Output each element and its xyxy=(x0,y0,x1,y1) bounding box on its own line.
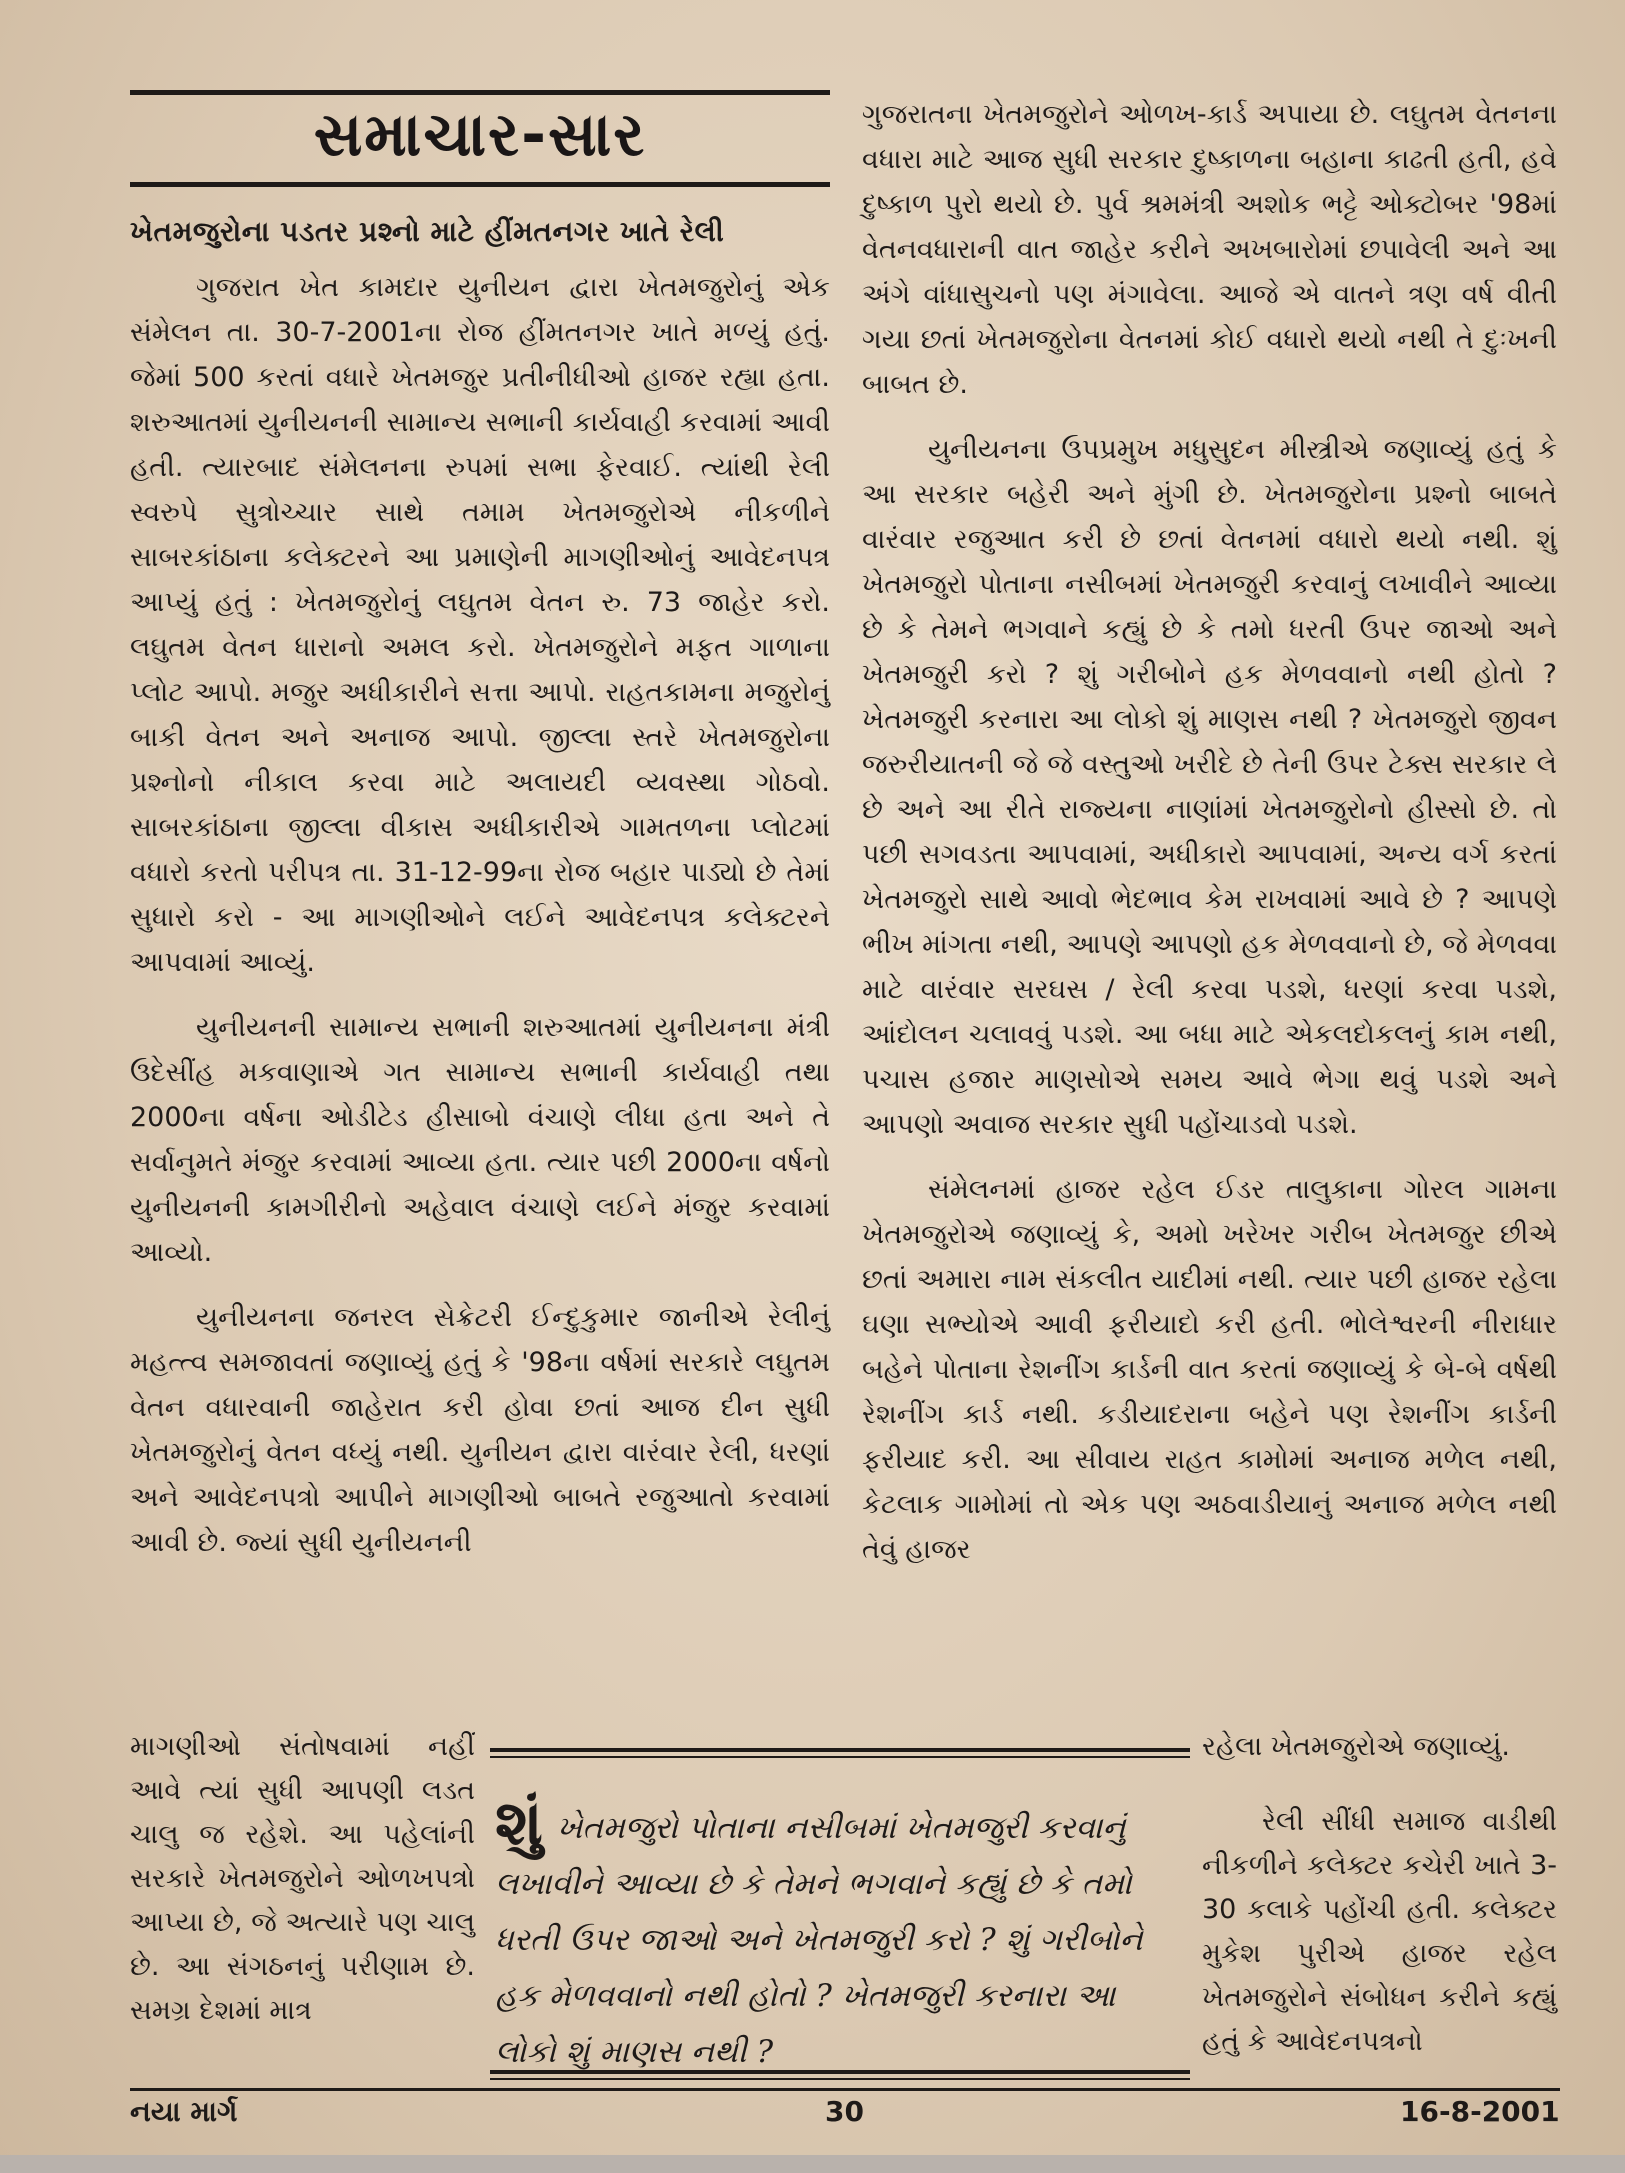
right-paragraph-3-continued: રહેલા ખેતમજુરોએ જણાવ્યું. xyxy=(1202,1731,1511,1762)
left-paragraph-2: યુનીયનની સામાન્ય સભાની શરુઆતમાં યુનીયનના મંત્રી ઉદેસીંહ મકવાણાએ ગત સામાન્ય સભાની કાર્યવાહી તથા 2000ના વર્ષના ઓડીટેડ હીસાબો વંચાણે લીધા હતા અને તે સર્વાનુમતે મંજુર કરવામાં આવ્યા હતા. ત્યાર પછી 2000ના વર્ષનો યુનીયનની કામગીરીનો અહેવાલ વંચાણે લઈને મંજુર કરવામાં આવ્યો. xyxy=(130,1012,830,1268)
pullquote-top-rule-1 xyxy=(490,1748,1190,1752)
left-paragraph-3: યુનીયનના જનરલ સેક્રેટરી ઈન્દુકુમાર જાનીએ રેલીનું મહત્ત્વ સમજાવતાં જણાવ્યું હતું કે '98ના વર્ષમાં સરકારે લઘુતમ વેતન વધારવાની જાહેરાત કરી હોવા છતાં આજ દીન સુધી ખેતમજુરોનું વેતન વધ્યું નથી. યુનીયન દ્વારા વારંવાર રેલી, ધરણાં અને આવેદનપત્રો આપીને માગણીઓ બાબતે રજુઆતો કરવામાં આવી છે. જ્યાં સુધી યુનીયનની xyxy=(130,1302,830,1558)
right-paragraph-1: ગુજરાતના ખેતમજુરોને ઓળખ-કાર્ડ અપાયા છે. લઘુતમ વેતનના વધારા માટે આજ સુધી સરકાર દુષ્કાળના બહાના કાઢતી હતી, હવે દુષ્કાળ પુરો થયો છે. પુર્વ શ્રમમંત્રી અશોક ભટ્ટે ઓક્ટોબર '98માં વેતનવધારાની વાત જાહેર કરીને અખબારોમાં છપાવેલી અને આ અંગે વાંધાસુચનો પણ મંગાવેલા. આજે એ વાતને ત્રણ વર્ષ વીતી ગયા છતાં ખેતમજુરોના વેતનમાં કોઈ વધારો થયો નથી તે દુઃખની બાબત છે. xyxy=(862,99,1557,400)
pullquote-top-rule-2 xyxy=(490,1756,1190,1758)
title-top-rule xyxy=(130,90,830,95)
right-paragraph-4: રેલી સીંધી સમાજ વાડીથી નીકળીને કલેક્ટર કચેરી ખાતે 3-30 કલાકે પહોંચી હતી. કલેક્ટર મુકેશ પુરીએ હાજર રહેલ ખેતમજુરોને સંબોધન કરીને કહ્યું હતું કે આવેદનપત્રનો xyxy=(1202,1806,1557,2057)
issue-date: 16-8-2001 xyxy=(1400,2095,1560,2128)
scan-border xyxy=(0,2155,1625,2173)
pull-quote-lead: શું xyxy=(495,1786,543,1859)
page-number: 30 xyxy=(825,2095,864,2128)
title-bottom-rule xyxy=(130,182,830,187)
pull-quote xyxy=(495,1786,1185,2080)
right-narrow-column xyxy=(1202,1800,1557,2064)
publication-name: નયા માર્ગ xyxy=(130,2095,238,2128)
article-headline: ખેતમજુરોના પડતર પ્રશ્નો માટે હીંમતનગર ખાતે રેલી xyxy=(130,215,725,248)
section-title: સમાચાર-સાર xyxy=(313,100,647,170)
left-column xyxy=(130,265,830,1565)
right-paragraph-3: સંમેલનમાં હાજર રહેલ ઈડર તાલુકાના ગોરલ ગામના ખેતમજુરોએ જણાવ્યું કે, અમો ખરેખર ગરીબ ખેતમજુર છીએ છતાં અમારા નામ સંકલીત યાદીમાં નથી. ત્યાર પછી હાજર રહેલા ઘણા સભ્યોએ આવી ફરીયાદો કરી હતી. ભોલેશ્વરની નીરાધાર બહેને પોતાના રેશનીંગ કાર્ડની વાત કરતાં જણાવ્યું કે બે-બે વર્ષથી રેશનીંગ કાર્ડ નથી. કડીયાદરાના બહેને પણ રેશનીંગ કાર્ડની ફરીયાદ કરી. આ સીવાય રાહત કામોમાં અનાજ મળેલ નથી, કેટલાક ગામોમાં તો એક પણ અઠવાડીયાનું અનાજ મળેલ નથી તેવું હાજર xyxy=(862,1174,1557,1565)
left-paragraph-1: ગુજરાત ખેત કામદાર યુનીયન દ્વારા ખેતમજુરોનું એક સંમેલન તા. 30-7-2001ના રોજ હીંમતનગર ખાતે મળ્યું હતું. જેમાં 500 કરતાં વધારે ખેતમજુર પ્રતીનીધીઓ હાજર રહ્યા હતા. શરુઆતમાં યુનીયનની સામાન્ય સભાની કાર્યવાહી કરવામાં આવી હતી. ત્યારબાદ સંમેલનના રુપમાં સભા ફેરવાઈ. ત્યાંથી રેલી સ્વરુપે સુત્રોચ્ચાર સાથે તમામ ખેતમજુરોએ નીકળીને સાબરકાંઠાના કલેક્ટરને આ પ્રમાણેની માગણીઓનું આવેદનપત્ર આપ્યું હતું : ખેતમજુરોનું લઘુતમ વેતન રુ. 73 જાહેર કરો. લઘુતમ વેતન ધારાનો અમલ કરો. ખેતમજુરોને મફત ગાળાના પ્લોટ આપો. મજુર અધીકારીને સત્તા આપો. રાહતકામના મજુરોનું બાકી વેતન અને અનાજ આપો. જીલ્લા સ્તરે ખેતમજુરોના પ્રશ્નોનો નીકાલ કરવા માટે અલાયદી વ્યવસ્થા ગોઠવો. સાબરકાંઠાના જીલ્લા વીકાસ અધીકારીએ ગામતળના પ્લોટમાં વધારો કરતો પરીપત્ર તા. 31-12-99ના રોજ બહાર પાડ્યો છે તેમાં સુધારો કરો - આ માગણીઓને લઈને આવેદનપત્ર કલેક્ટરને આપવામાં આવ્યું. xyxy=(130,272,830,978)
right-column xyxy=(862,92,1557,1572)
left-narrow-column xyxy=(130,1725,475,2033)
footer-rule xyxy=(130,2088,1560,2091)
left-paragraph-3-continued: માગણીઓ સંતોષવામાં નહીં આવે ત્યાં સુધી આપણી લડત ચાલુ જ રહેશે. આ પહેલાંની સરકારે ખેતમજુરોને ઓળખપત્રો આપ્યા છે, જે અત્યારે પણ ચાલુ છે. આ સંગઠનનું પરીણામ છે. સમગ્ર દેશમાં માત્ર xyxy=(130,1731,475,2026)
right-paragraph-2: યુનીયનના ઉપપ્રમુખ મધુસુદન મીસ્ત્રીએ જણાવ્યું હતું કે આ સરકાર બહેરી અને મુંગી છે. ખેતમજુરોના પ્રશ્નો બાબતે વારંવાર રજુઆત કરી છે છતાં વેતનમાં વધારો થયો નથી. શું ખેતમજુરો પોતાના નસીબમાં ખેતમજુરી કરવાનું લખાવીને આવ્યા છે કે તેમને ભગવાને કહ્યું છે કે તમો ધરતી ઉપર જાઓ અને ખેતમજુરી કરો ? શું ગરીબોને હક મેળવવાનો નથી હોતો ? ખેતમજુરી કરનારા આ લોકો શું માણસ નથી ? ખેતમજુરો જીવન જરુરીયાતની જે જે વસ્તુઓ ખરીદે છે તેની ઉપર ટેક્સ સરકાર લે છે અને આ રીતે રાજ્યના નાણાંમાં ખેતમજુરોનો હીસ્સો છે. તો પછી સગવડતા આપવામાં, અધીકારો આપવામાં, અન્ય વર્ગ કરતાં ખેતમજુરો સાથે આવો ભેદભાવ કેમ રાખવામાં આવે છે ? આપણે ભીખ માંગતા નથી, આપણે આપણો હક મેળવવાનો છે, જે મેળવવા માટે વારંવાર સરઘસ / રેલી કરવા પડશે, ધરણાં કરવા પડશે, આંદોલન ચલાવવું પડશે. આ બધા માટે એકલદોકલનું કામ નથી, પચાસ હજાર માણસોએ સમય આવે ભેગા થવું પડશે અને આપણો અવાજ સરકાર સુધી પહોંચાડવો પડશે. xyxy=(862,434,1557,1140)
pull-quote-text: ખેતમજુરો પોતાના નસીબમાં ખેતમજુરી કરવાનું લખાવીને આવ્યા છે કે તેમને ભગવાને કહ્યું છે કે તમો ધરતી ઉપર જાઓ અને ખેતમજુરી કરો ? શું ગરીબોને હક મેળવવાનો નથી હોતો ? ખેતમજુરી કરનારા આ લોકો શું માણસ નથી ? xyxy=(495,1810,1143,2070)
